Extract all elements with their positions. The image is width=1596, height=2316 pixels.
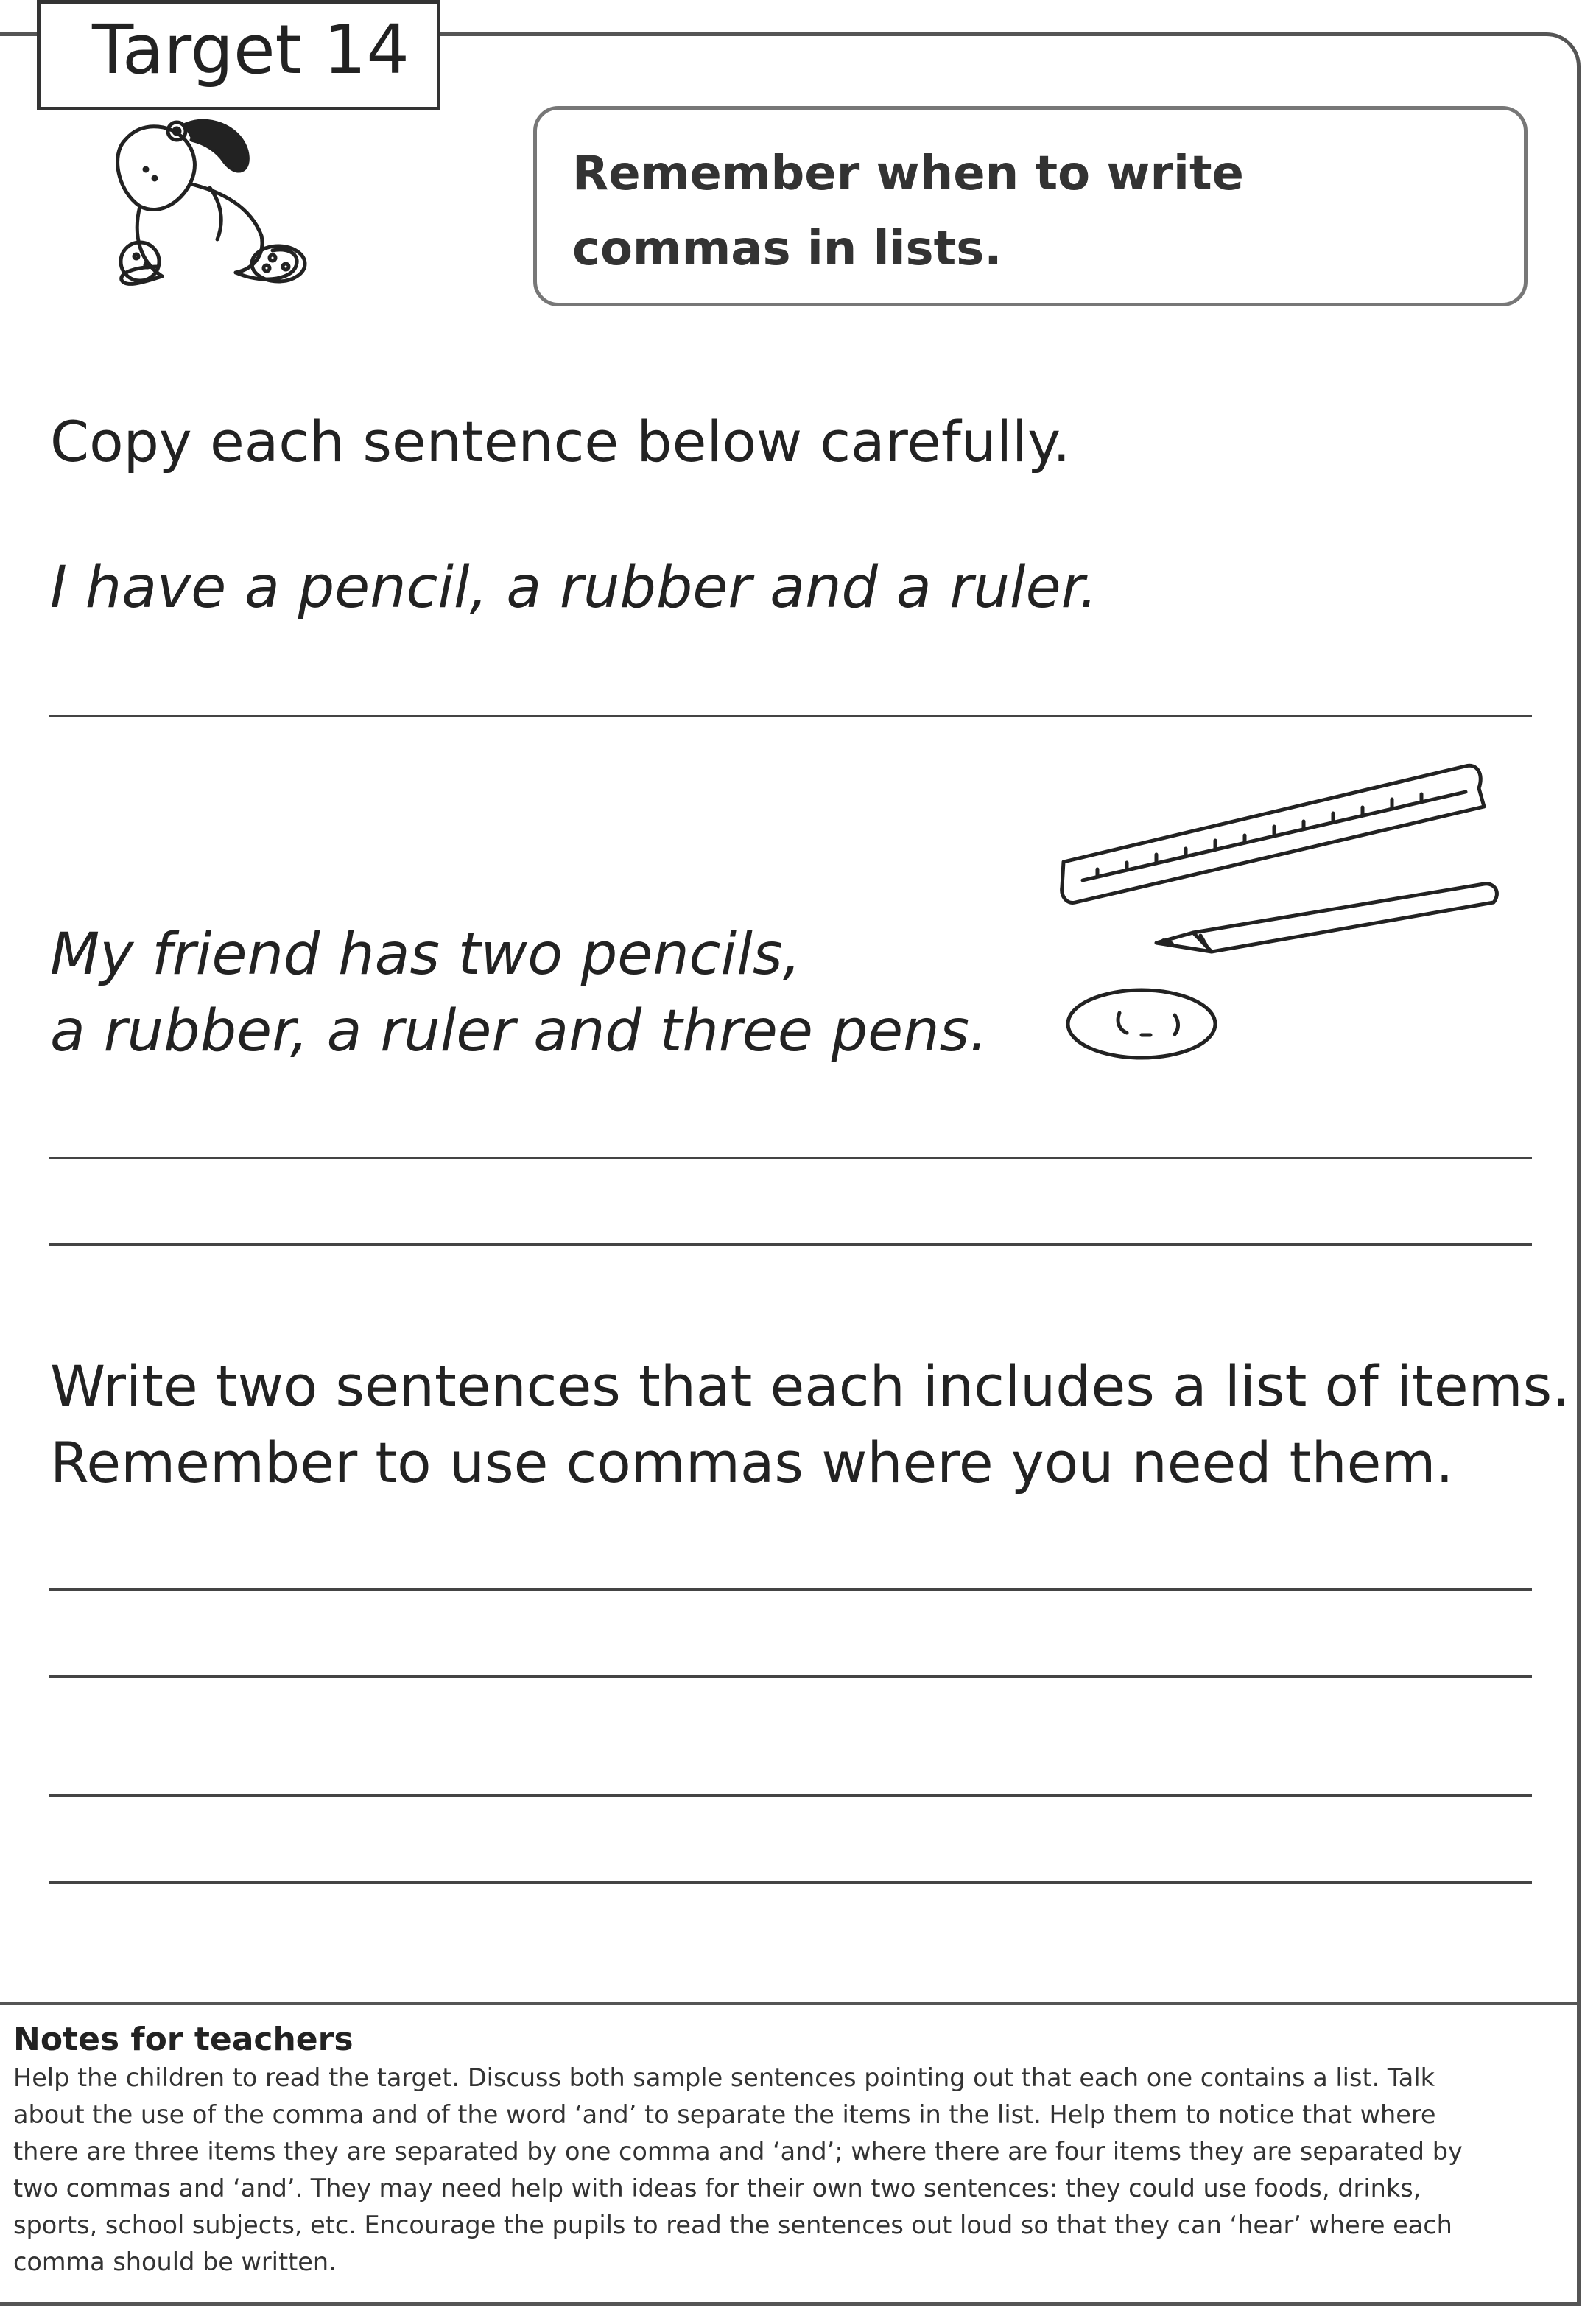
- sample-sentence-1: I have a pencil, a rubber and a ruler.: [50, 555, 1098, 621]
- writing-line[interactable]: [49, 1588, 1532, 1591]
- sample-sentence-2-line-2: a rubber, a ruler and three pens.: [50, 998, 988, 1064]
- rubber-icon: [1068, 990, 1215, 1058]
- writing-line[interactable]: [49, 1794, 1532, 1797]
- reminder-line: Remember when to write: [572, 147, 1244, 201]
- writing-line[interactable]: [49, 715, 1532, 717]
- notes-line: there are three items they are separated by one comma and ‘and’; where there are four items they are separated by: [13, 2137, 1463, 2166]
- write-instruction-line-1: Write two sentences that each includes a list of items.: [50, 1353, 1570, 1419]
- reminder-line: commas in lists.: [572, 222, 1002, 276]
- writing-line[interactable]: [49, 1881, 1532, 1884]
- notes-line: two commas and ‘and’. They may need help with ideas for their own two sentences: they could use foods, drinks,: [13, 2174, 1421, 2203]
- ruler-icon: [1062, 765, 1484, 902]
- teacher-notes: [0, 2002, 1581, 2306]
- writing-line[interactable]: [49, 1675, 1532, 1678]
- notes-line: comma should be written.: [13, 2247, 337, 2276]
- pencil-icon: [1156, 884, 1497, 952]
- page-frame: [0, 32, 1581, 2306]
- copy-instruction: Copy each sentence below carefully.: [50, 409, 1071, 474]
- write-instruction-line-2: Remember to use commas where you need them.: [50, 1430, 1454, 1495]
- sample-sentence-2-line-1: My friend has two pencils,: [50, 922, 801, 988]
- notes-line: sports, school subjects, etc. Encourage the pupils to read the sentences out loud so that they can ‘hear’ where each: [13, 2211, 1452, 2239]
- dog-icon: [81, 110, 390, 295]
- writing-line[interactable]: [49, 1157, 1532, 1159]
- target-reminder-box: [533, 106, 1528, 306]
- notes-line: about the use of the comma and of the word ‘and’ to separate the items in the list. Help them to notice that where: [13, 2100, 1436, 2129]
- target-label: Target 14: [37, 0, 440, 110]
- notes-line: Help the children to read the target. Discuss both sample sentences pointing out that each one contains a list. Talk: [13, 2063, 1435, 2092]
- notes-body: [13, 2060, 1553, 2281]
- stationery-illustration: [1053, 751, 1525, 1083]
- writing-line[interactable]: [49, 1243, 1532, 1246]
- notes-title: Notes for teachers: [13, 2021, 354, 2058]
